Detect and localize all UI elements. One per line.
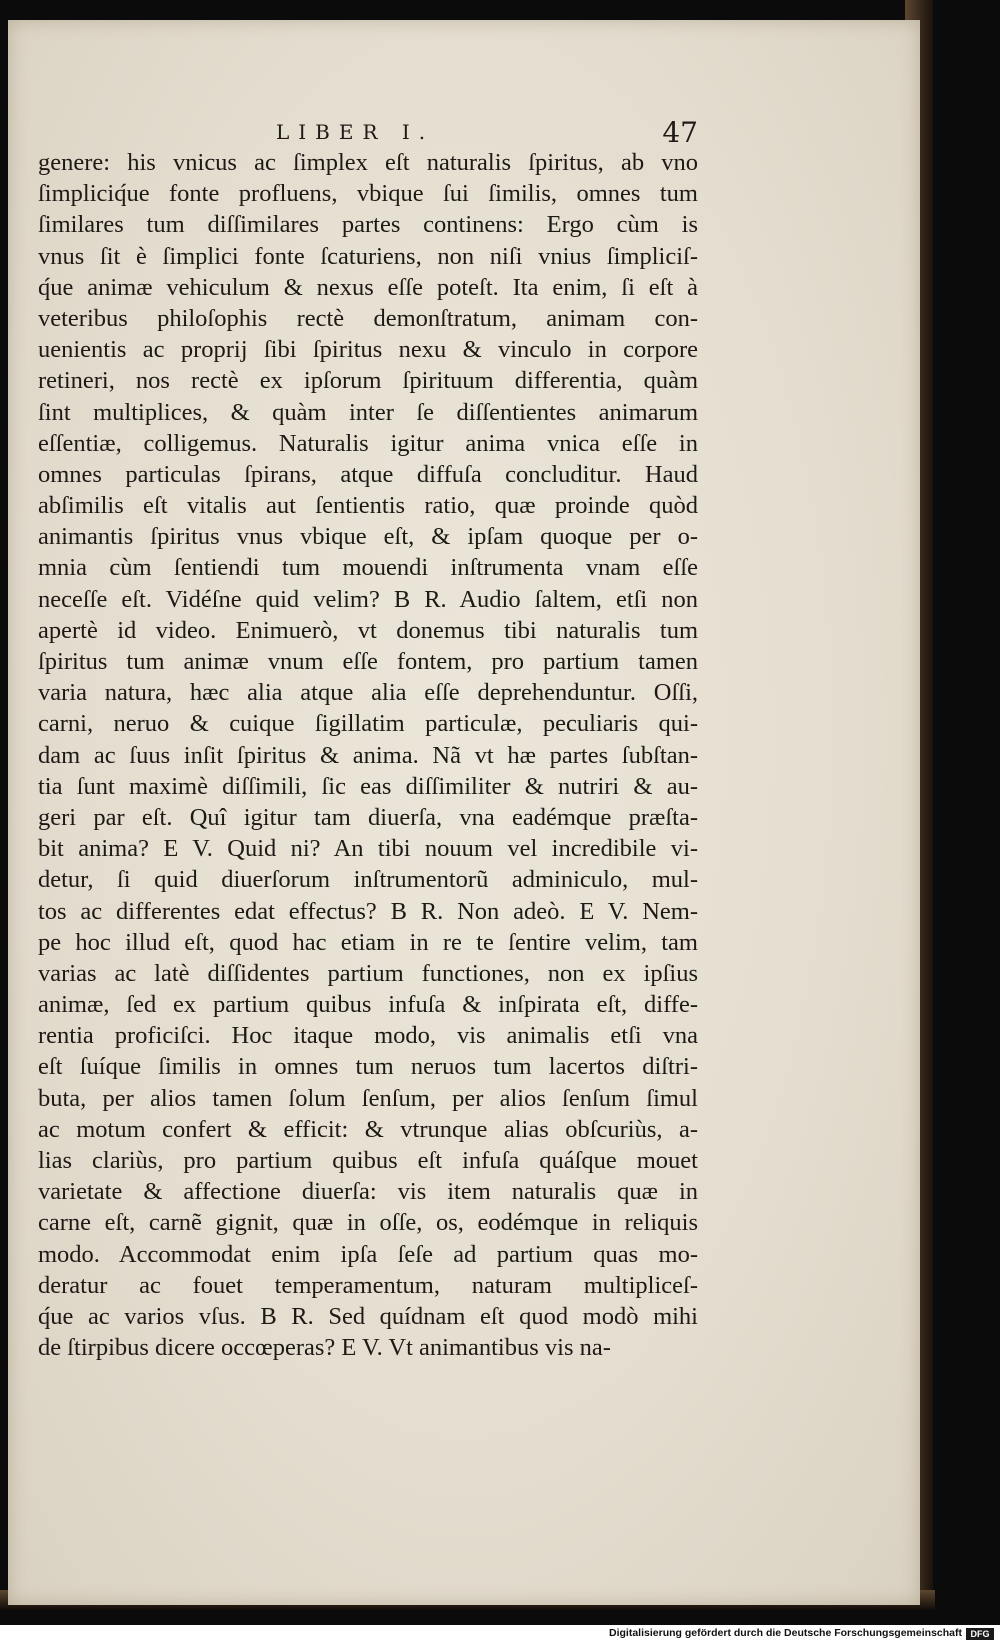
- text-line: carne eſt, carnẽ gignit, quæ in oſſe, os, eodémque in reliquis: [38, 1209, 698, 1237]
- text-line: eſt ſuíque ſimilis in omnes tum neruos tum lacertos diſtri-: [38, 1053, 698, 1081]
- text-line: uenientis ac proprij ſibi ſpiritus nexu & vinculo in corpore: [38, 336, 698, 364]
- text-line: abſimilis eſt vitalis aut ſentientis ratio, quæ proinde quòd: [38, 492, 698, 520]
- text-line: neceſſe eſt. Vidéſne quid velim? B R. Audio ſaltem, etſi non: [38, 585, 698, 613]
- text-line: tos ac differentes edat effectus? B R. Non adeò. E V. Nem-: [38, 897, 698, 925]
- text-line: lias clariùs, pro partium quibus eſt infuſa quáſque mouet: [38, 1147, 698, 1174]
- text-line: modo. Accommodat enim ipſa ſeſe ad partium quas mo-: [38, 1240, 698, 1268]
- page-number: 47: [662, 116, 698, 149]
- body-text: [38, 147, 698, 1363]
- text-line: eſſentiæ, colligemus. Naturalis igitur anima vnica eſſe in: [38, 429, 698, 457]
- text-line: omnes particulas ſpirans, atque diffuſa concluditur. Haud: [38, 460, 698, 488]
- text-line: ſimpliciq́ue fonte profluens, vbique ſui ſimilis, omnes tum: [38, 180, 698, 208]
- text-line: genere: his vnicus ac ſimplex eſt naturalis ſpiritus, ab vno: [38, 149, 698, 176]
- text-line: bit anima? E V. Quid ni? An tibi nouum vel incredibile vi-: [38, 835, 698, 863]
- text-line: ſpiritus tum animæ vnum eſſe fontem, pro partium tamen: [38, 648, 698, 675]
- text-line: deratur ac fouet temperamentum, naturam multipliceſ-: [38, 1271, 698, 1299]
- text-line: varia natura, hæc alia atque alia eſſe deprehenduntur. Oſſi,: [38, 679, 698, 707]
- text-line: detur, ſi quid diuerſorum inſtrumentorũ adminiculo, mul-: [38, 866, 698, 894]
- text-line: veteribus philoſophis rectè demonſtratum, animam con-: [38, 304, 698, 332]
- book-page: [8, 20, 920, 1605]
- text-line: dam ac ſuus inſit ſpiritus & anima. Nã vt hæ partes ſubſtan-: [38, 741, 698, 769]
- text-line: ſimilares tum diſſimilares partes continens: Ergo cùm is: [38, 211, 698, 239]
- text-line: animæ, ſed ex partium quibus infuſa & inſpirata eſt, diffe-: [38, 991, 698, 1019]
- text-line: varietate & affectione diuerſa: vis item naturalis quæ in: [38, 1178, 698, 1206]
- text-line: geri par eſt. Quî igitur tam diuerſa, vna eadémque præſta-: [38, 803, 698, 831]
- text-line: retineri, nos rectè ex ipſorum ſpirituum differentia, quàm: [38, 367, 698, 395]
- text-line: pe hoc illud eſt, quod hac etiam in re te ſentire velim, tam: [38, 928, 698, 956]
- dfg-logo-icon: DFG: [966, 1628, 994, 1640]
- text-line: buta, per alios tamen ſolum ſenſum, per alios ſenſum ſimul: [38, 1084, 698, 1112]
- text-line: ac motum confert & efficit: & vtrunque alias obſcuriùs, a-: [38, 1115, 698, 1143]
- text-line: varias ac latè diſſidentes partium functiones, non ex ipſius: [38, 959, 698, 987]
- text-line: mnia cùm ſentiendi tum mouendi inſtrumenta vnam eſſe: [38, 554, 698, 582]
- text-line: q́ue animæ vehiculum & nexus eſſe poteſt. Ita enim, ſi eſt à: [38, 273, 698, 301]
- text-line: de ſtirpibus dicere occœperas? E V. Vt animantibus vis na-: [38, 1334, 611, 1362]
- running-title: LIBER I.: [276, 120, 435, 144]
- text-line: vnus ſit è ſimplici fonte ſcaturiens, non niſi vnius ſimpliciſ-: [38, 242, 698, 270]
- text-line: tia ſunt maximè diſſimili, ſic eas diſſimiliter & nutriri & au-: [38, 772, 698, 800]
- text-line: rentia proficiſci. Hoc itaque modo, vis animalis etſi vna: [38, 1022, 698, 1050]
- text-line: ſint multiplices, & quàm inter ſe diſſentientes animarum: [38, 398, 698, 426]
- text-line: animantis ſpiritus vnus vbique eſt, & ipſam quoque per o-: [38, 523, 698, 551]
- text-line: apertè id video. Enimuerò, vt donemus tibi naturalis tum: [38, 616, 698, 644]
- funding-credit: Digitalisierung gefördert durch die Deutsche Forschungsgemeinschaft: [609, 1627, 962, 1639]
- text-line: carni, neruo & cuique ſigillatim particulæ, peculiaris qui-: [38, 710, 698, 738]
- text-line: q́ue ac varios vſus. B R. Sed quídnam eſt quod modò mihi: [38, 1302, 698, 1330]
- footer-bar: [0, 1625, 1000, 1643]
